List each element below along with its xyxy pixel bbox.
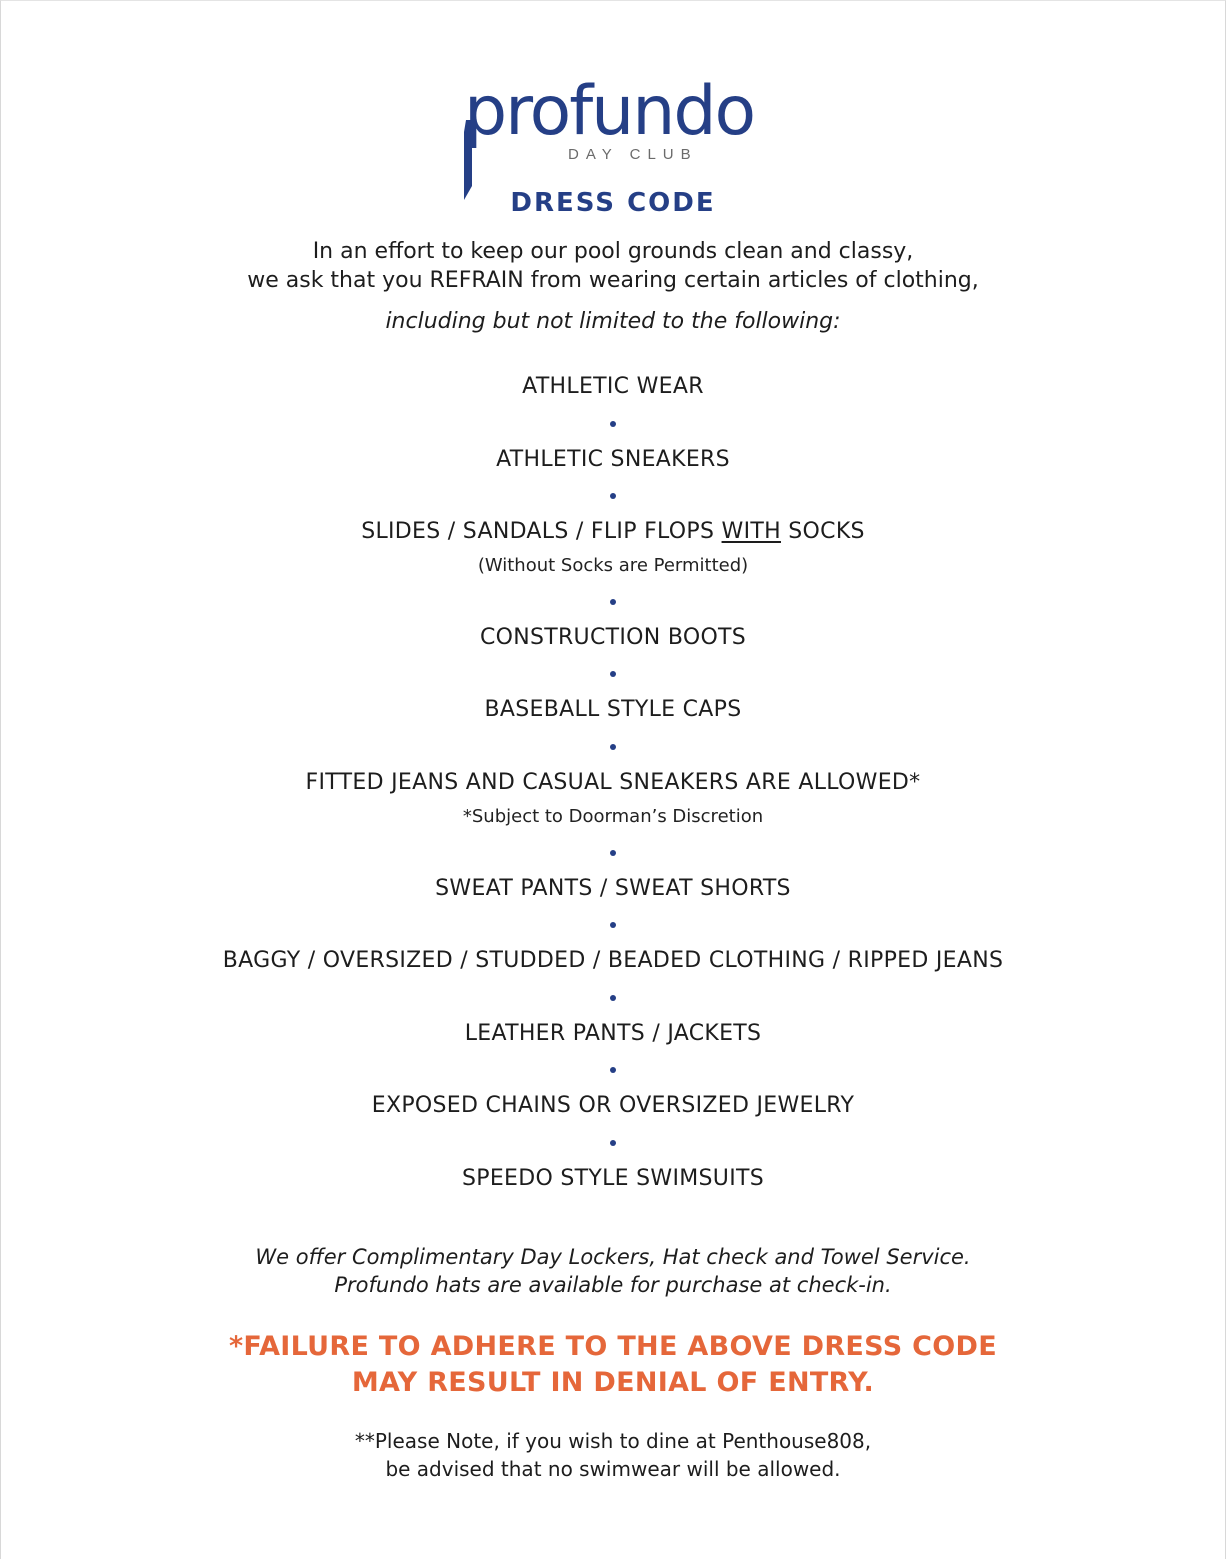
offer-line-2: Profundo hats are available for purchase at check-in.: [334, 1273, 892, 1297]
list-item: CONSTRUCTION BOOTS: [479, 625, 747, 650]
bullet-dot-icon: [610, 421, 616, 427]
bullet-dot-icon: [610, 1140, 616, 1146]
bullet-dot-icon: [610, 744, 616, 750]
list-item-note: *Subject to Doorman’s Discretion: [462, 806, 764, 827]
list-item: EXPOSED CHAINS OR OVERSIZED JEWELRY: [371, 1093, 855, 1118]
list-item-emphasis: WITH: [721, 519, 781, 544]
bullet-dot-icon: [610, 922, 616, 928]
list-item: SWEAT PANTS / SWEAT SHORTS: [435, 876, 791, 901]
logo-subtitle: DAY CLUB: [568, 146, 698, 163]
bullet-dot-icon: [610, 850, 616, 856]
list-item: FITTED JEANS AND CASUAL SNEAKERS ARE ALLOWED*: [305, 770, 921, 795]
list-item: [0, 519, 1226, 544]
final-note-line-1: **Please Note, if you wish to dine at Penthouse808,: [354, 1429, 872, 1453]
list-item: BASEBALL STYLE CAPS: [484, 697, 742, 722]
profundo-logo: [462, 58, 772, 208]
list-item: BAGGY / OVERSIZED / STUDDED / BEADED CLOTHING / RIPPED JEANS: [222, 948, 1004, 973]
final-note-line-2: be advised that no swimwear will be allowed.: [385, 1457, 841, 1481]
list-item-text: SLIDES / SANDALS / FLIP FLOPS: [361, 519, 722, 544]
list-item: LEATHER PANTS / JACKETS: [464, 1021, 762, 1046]
bullet-dot-icon: [610, 493, 616, 499]
list-item: ATHLETIC SNEAKERS: [496, 447, 730, 472]
list-item-text: SOCKS: [780, 519, 865, 544]
list-item: ATHLETIC WEAR: [522, 374, 704, 399]
intro-line-1: In an effort to keep our pool grounds clean and classy,: [312, 239, 914, 264]
bullet-dot-icon: [610, 995, 616, 1001]
list-item: SPEEDO STYLE SWIMSUITS: [461, 1166, 765, 1191]
logo-wordmark: profundo: [464, 72, 755, 151]
warning-line-2: MAY RESULT IN DENIAL OF ENTRY.: [351, 1367, 875, 1398]
list-item-note: (Without Socks are Permitted): [477, 555, 749, 576]
warning-line-1: *FAILURE TO ADHERE TO THE ABOVE DRESS CODE: [229, 1331, 997, 1362]
bullet-dot-icon: [610, 671, 616, 677]
offer-line-1: We offer Complimentary Day Lockers, Hat check and Towel Service.: [255, 1245, 971, 1269]
intro-line-3: including but not limited to the following:: [385, 309, 841, 334]
bullet-dot-icon: [610, 1067, 616, 1073]
bullet-dot-icon: [610, 599, 616, 605]
page-title: DRESS CODE: [510, 188, 716, 218]
intro-line-2: we ask that you REFRAIN from wearing certain articles of clothing,: [247, 268, 979, 293]
